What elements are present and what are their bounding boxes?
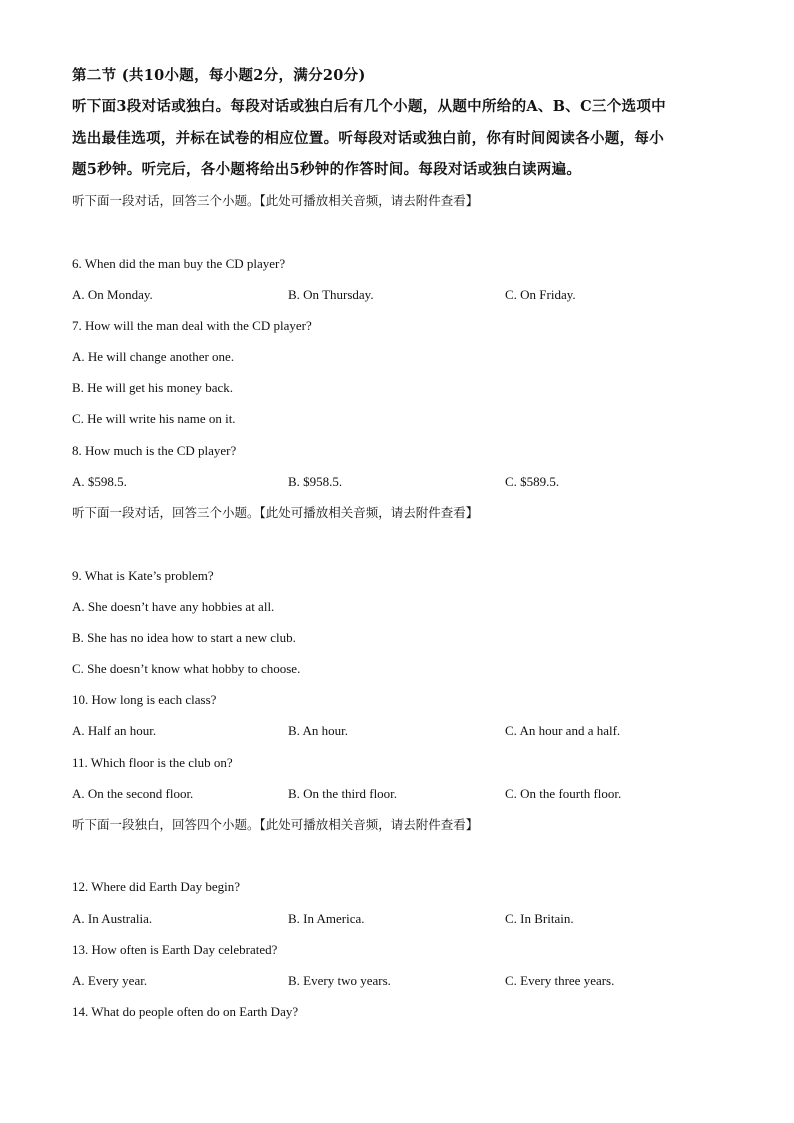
question-11: 11. Which floor is the club on? (72, 755, 233, 770)
group-3-prompt: 听下面一段独白，回答四个小题。【此处可播放相关音频，请去附件查看】 (72, 817, 479, 832)
question-6-option-a: A. On Monday. (72, 287, 153, 302)
group-1-prompt: 听下面一段对话，回答三个小题。【此处可播放相关音频，请去附件查看】 (72, 193, 479, 208)
question-10-option-c: C. An hour and a half. (505, 723, 621, 738)
instruction-line-2: 选出最佳选项，并标在试卷的相应位置。听每段对话或独白前，你有时间阅读各小题，每小 (72, 130, 664, 147)
instruction-line-1: 听下面3段对话或独白。每段对话或独白后有几个小题，从题中所给的A、B、C三个选项中 (72, 98, 666, 115)
section-title: 第二节 (共10小题，每小题2分，满分20分) (72, 67, 366, 84)
question-7: 7. How will the man deal with the CD player? (72, 318, 312, 333)
question-7-option-a: A. He will change another one. (72, 349, 235, 364)
question-8-option-b: B. $958.5. (288, 474, 343, 489)
question-10: 10. How long is each class? (72, 692, 217, 707)
question-9-option-a: A. She doesn’t have any hobbies at all. (72, 599, 275, 614)
question-10-option-a: A. Half an hour. (72, 723, 157, 738)
question-9-option-c: C. She doesn’t know what hobby to choose. (72, 661, 301, 676)
question-7-option-b: B. He will get his money back. (72, 380, 234, 395)
question-8-option-a: A. $598.5. (72, 474, 127, 489)
instruction-line-3: 题5秒钟。听完后，各小题将给出5秒钟的作答时间。每段对话或独白读两遍。 (72, 161, 582, 178)
question-6-option-b: B. On Thursday. (288, 287, 374, 302)
question-12-option-a: A. In Australia. (72, 911, 153, 926)
question-8: 8. How much is the CD player? (72, 443, 237, 458)
question-6: 6. When did the man buy the CD player? (72, 256, 286, 271)
question-13-option-a: A. Every year. (72, 973, 148, 988)
question-9: 9. What is Kate’s problem? (72, 568, 214, 583)
question-11-option-c: C. On the fourth floor. (505, 786, 622, 801)
question-13-option-c: C. Every three years. (505, 973, 615, 988)
question-11-option-b: B. On the third floor. (288, 786, 398, 801)
group-2-prompt: 听下面一段对话，回答三个小题。【此处可播放相关音频，请去附件查看】 (72, 505, 479, 520)
question-13-option-b: B. Every two years. (288, 973, 391, 988)
question-12-option-b: B. In America. (288, 911, 365, 926)
question-12-option-c: C. In Britain. (505, 911, 574, 926)
question-14: 14. What do people often do on Earth Day? (72, 1004, 299, 1019)
question-12: 12. Where did Earth Day begin? (72, 879, 240, 894)
question-9-option-b: B. She has no idea how to start a new club. (72, 630, 296, 645)
question-7-option-c: C. He will write his name on it. (72, 411, 236, 426)
question-6-option-c: C. On Friday. (505, 287, 576, 302)
question-13: 13. How often is Earth Day celebrated? (72, 942, 278, 957)
question-11-option-a: A. On the second floor. (72, 786, 194, 801)
question-10-option-b: B. An hour. (288, 723, 348, 738)
question-8-option-c: C. $589.5. (505, 474, 560, 489)
